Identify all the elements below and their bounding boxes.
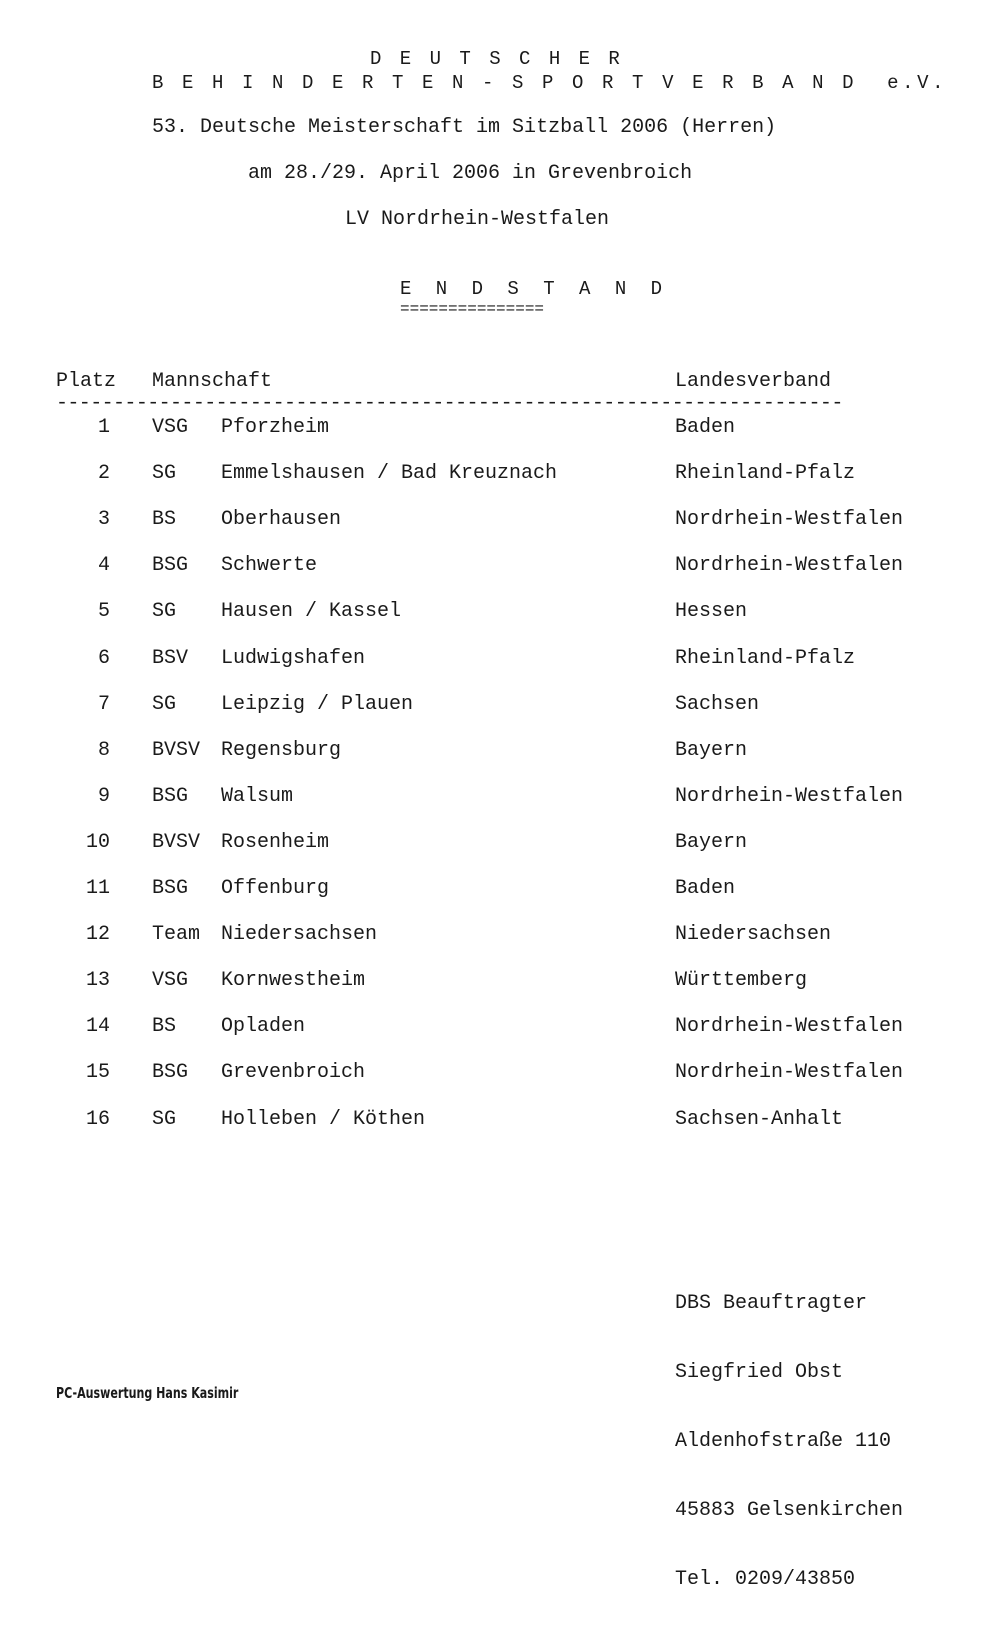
rank-cell: 8 — [97, 739, 110, 762]
table-row — [0, 1015, 1000, 1045]
club-type-cell: SG — [152, 600, 177, 623]
club-type-cell: SG — [152, 1108, 177, 1131]
header-line-1: D E U T S C H E R — [370, 48, 624, 70]
club-type-cell: BS — [152, 508, 177, 531]
team-name-cell: Emmelshausen / Bad Kreuznach — [221, 462, 558, 485]
column-header-landesverband: Landesverband — [675, 370, 832, 393]
table-row — [0, 831, 1000, 861]
team-name-cell: Schwerte — [221, 554, 318, 577]
header-line-2: B E H I N D E R T E N - S P O R T V E R B A N D e.V. — [152, 72, 948, 94]
rank-cell: 12 — [85, 923, 110, 946]
rank-cell: 10 — [85, 831, 110, 854]
credit-note: PC-Auswertung Hans Kasimir — [56, 1384, 239, 1402]
contact-phone: Tel. 0209/43850 — [675, 1568, 856, 1591]
rank-cell: 16 — [85, 1108, 110, 1131]
table-row — [0, 1061, 1000, 1091]
column-header-mannschaft: Mannschaft — [152, 370, 273, 393]
column-header-platz: Platz — [56, 370, 117, 393]
club-type-cell: VSG — [152, 969, 189, 992]
association-cell: Nordrhein-Westfalen — [675, 554, 904, 577]
association-cell: Nordrhein-Westfalen — [675, 1015, 904, 1038]
table-row — [0, 600, 1000, 630]
club-type-cell: BSG — [152, 877, 189, 900]
endstand-title: E N D S T A N D — [400, 278, 669, 300]
club-type-cell: BVSV — [152, 739, 201, 762]
association-cell: Nordrhein-Westfalen — [675, 508, 904, 531]
association-cell: Baden — [675, 877, 736, 900]
team-name-cell: Ludwigshafen — [221, 647, 366, 670]
club-type-cell: Team — [152, 923, 201, 946]
table-row — [0, 508, 1000, 538]
association-cell: Bayern — [675, 831, 748, 854]
team-name-cell: Opladen — [221, 1015, 306, 1038]
rank-cell: 7 — [97, 693, 110, 716]
association-cell: Hessen — [675, 600, 748, 623]
association-cell: Sachsen-Anhalt — [675, 1108, 844, 1131]
table-row — [0, 416, 1000, 446]
table-row — [0, 923, 1000, 953]
rank-cell: 11 — [85, 877, 110, 900]
team-name-cell: Oberhausen — [221, 508, 342, 531]
rank-cell: 13 — [85, 969, 110, 992]
association-cell: Nordrhein-Westfalen — [675, 785, 904, 808]
table-row — [0, 647, 1000, 677]
table-row — [0, 785, 1000, 815]
team-name-cell: Rosenheim — [221, 831, 330, 854]
association-cell: Rheinland-Pfalz — [675, 462, 856, 485]
club-type-cell: BSV — [152, 647, 189, 670]
association-cell: Sachsen — [675, 693, 760, 716]
contact-block — [675, 1246, 903, 1637]
rank-cell: 1 — [97, 416, 110, 439]
rank-cell: 2 — [97, 462, 110, 485]
table-separator: --------------------------------------------------------------------- — [56, 392, 843, 415]
table-row — [0, 462, 1000, 492]
contact-name: Siegfried Obst — [675, 1361, 844, 1384]
team-name-cell: Pforzheim — [221, 416, 330, 439]
date-place: am 28./29. April 2006 in Grevenbroich — [248, 162, 693, 185]
rank-cell: 5 — [97, 600, 110, 623]
association-cell: Baden — [675, 416, 736, 439]
association-cell: Württemberg — [675, 969, 808, 992]
club-type-cell: BS — [152, 1015, 177, 1038]
rank-cell: 6 — [97, 647, 110, 670]
table-row — [0, 1108, 1000, 1138]
association-cell: Bayern — [675, 739, 748, 762]
association-cell: Niedersachsen — [675, 923, 832, 946]
table-row — [0, 739, 1000, 769]
club-type-cell: BVSV — [152, 831, 201, 854]
rank-cell: 14 — [85, 1015, 110, 1038]
table-row — [0, 969, 1000, 999]
team-name-cell: Kornwestheim — [221, 969, 366, 992]
association-cell: Rheinland-Pfalz — [675, 647, 856, 670]
club-type-cell: BSG — [152, 1061, 189, 1084]
endstand-underline: =============== — [400, 300, 545, 318]
region: LV Nordrhein-Westfalen — [345, 208, 610, 231]
club-type-cell: VSG — [152, 416, 189, 439]
contact-city: 45883 Gelsenkirchen — [675, 1499, 904, 1522]
rank-cell: 9 — [97, 785, 110, 808]
club-type-cell: BSG — [152, 785, 189, 808]
team-name-cell: Offenburg — [221, 877, 330, 900]
contact-street: Aldenhofstraße 110 — [675, 1430, 892, 1453]
team-name-cell: Leipzig / Plauen — [221, 693, 414, 716]
team-name-cell: Walsum — [221, 785, 294, 808]
team-name-cell: Holleben / Köthen — [221, 1108, 426, 1131]
table-row — [0, 693, 1000, 723]
association-cell: Nordrhein-Westfalen — [675, 1061, 904, 1084]
rank-cell: 3 — [97, 508, 110, 531]
table-row — [0, 554, 1000, 584]
team-name-cell: Regensburg — [221, 739, 342, 762]
championship-title: 53. Deutsche Meisterschaft im Sitzball 2006 (Herren) — [152, 116, 777, 139]
club-type-cell: SG — [152, 693, 177, 716]
table-row — [0, 877, 1000, 907]
rank-cell: 15 — [85, 1061, 110, 1084]
team-name-cell: Grevenbroich — [221, 1061, 366, 1084]
club-type-cell: BSG — [152, 554, 189, 577]
rank-cell: 4 — [97, 554, 110, 577]
team-name-cell: Hausen / Kassel — [221, 600, 402, 623]
club-type-cell: SG — [152, 462, 177, 485]
contact-role: DBS Beauftragter — [675, 1292, 868, 1315]
team-name-cell: Niedersachsen — [221, 923, 378, 946]
